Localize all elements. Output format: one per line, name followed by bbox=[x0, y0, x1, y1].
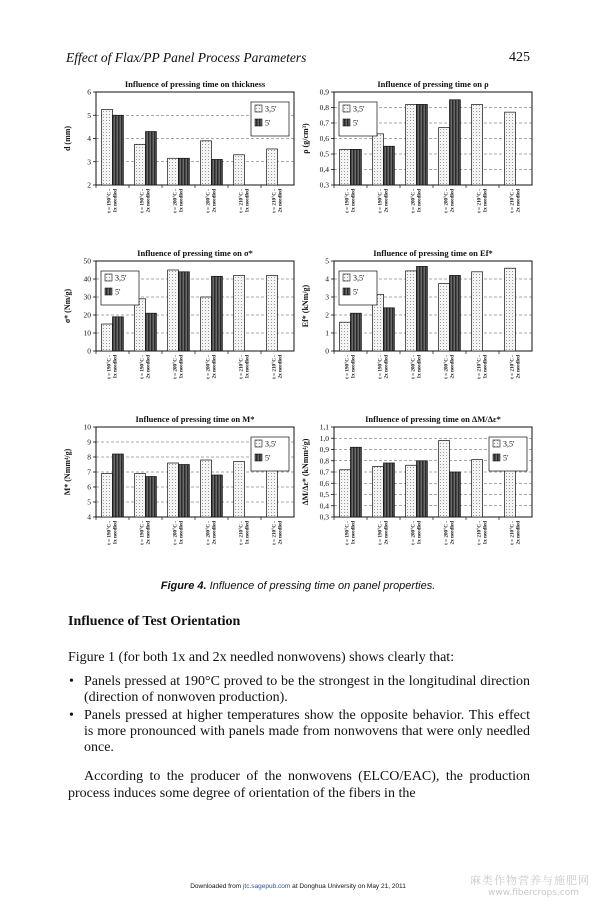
x-tick-label: t = 190°C - bbox=[377, 355, 384, 379]
y-tick-label: 5 bbox=[87, 497, 91, 507]
y-tick-label: 0 bbox=[87, 346, 91, 356]
y-tick-label: 2 bbox=[87, 180, 91, 190]
chart-moment bbox=[58, 413, 308, 575]
x-tick-label: t = 190°C - bbox=[377, 189, 384, 213]
chart-modulus bbox=[296, 247, 546, 409]
chart-title: Influence of pressing time on ρ bbox=[377, 79, 489, 89]
chart-thickness bbox=[58, 78, 308, 243]
bar bbox=[201, 460, 212, 517]
x-tick-label: t = 210°C - bbox=[238, 521, 245, 545]
chart-title: Influence of pressing time on ΔM/Δε* bbox=[365, 414, 501, 424]
legend-label: 5' bbox=[503, 453, 509, 463]
bar bbox=[113, 317, 124, 351]
bar bbox=[472, 460, 483, 517]
x-tick-label: 2x needled bbox=[211, 521, 218, 545]
x-tick-label: t = 200°C - bbox=[172, 355, 179, 379]
bar bbox=[234, 155, 245, 185]
legend-swatch bbox=[105, 288, 112, 295]
x-tick-label: t = 190°C - bbox=[106, 355, 113, 379]
x-tick-label: t = 190°C - bbox=[344, 189, 351, 213]
x-tick-label: t = 210°C - bbox=[509, 355, 516, 379]
x-tick-label: 1x needled bbox=[112, 189, 119, 213]
bar bbox=[351, 149, 362, 185]
x-tick-label: t = 200°C - bbox=[172, 189, 179, 213]
legend-swatch bbox=[343, 119, 350, 126]
chart-title: Influence of pressing time on σ* bbox=[137, 248, 253, 258]
x-tick-label: t = 190°C - bbox=[377, 521, 384, 545]
y-tick-label: 4 bbox=[87, 134, 91, 144]
x-tick-label: 1x needled bbox=[482, 355, 489, 379]
x-tick-label: t = 200°C - bbox=[172, 521, 179, 545]
bullet-item bbox=[68, 708, 530, 756]
bar bbox=[267, 275, 278, 351]
y-tick-label: 0,6 bbox=[319, 478, 329, 488]
x-tick-label: 1x needled bbox=[178, 189, 185, 213]
bar bbox=[373, 134, 384, 185]
bar bbox=[439, 128, 450, 185]
y-axis-label: d (mm) bbox=[63, 125, 72, 152]
y-tick-label: 3 bbox=[87, 157, 91, 167]
x-tick-label: 1x needled bbox=[350, 521, 357, 545]
x-tick-label: 2x needled bbox=[383, 189, 390, 213]
bar bbox=[417, 104, 428, 185]
x-tick-label: t = 210°C - bbox=[476, 189, 483, 213]
legend-swatch bbox=[255, 454, 262, 461]
x-tick-label: t = 210°C - bbox=[509, 189, 516, 213]
bar bbox=[406, 465, 417, 517]
x-tick-label: t = 200°C - bbox=[443, 189, 450, 213]
x-tick-label: t = 200°C - bbox=[410, 521, 417, 545]
legend-swatch bbox=[343, 105, 350, 112]
x-tick-label: 2x needled bbox=[211, 189, 218, 213]
bar bbox=[179, 465, 190, 518]
bar bbox=[472, 272, 483, 351]
y-tick-label: 0,8 bbox=[319, 103, 329, 113]
bar bbox=[340, 470, 351, 517]
bar bbox=[373, 466, 384, 517]
figure-caption-text: Influence of pressing time on panel properties. bbox=[209, 580, 436, 592]
x-tick-label: 1x needled bbox=[244, 355, 251, 379]
x-tick-label: 2x needled bbox=[277, 521, 284, 545]
bar bbox=[234, 275, 245, 351]
x-tick-label: t = 190°C - bbox=[106, 189, 113, 213]
y-axis-label: ΔM/Δε* (kNmm⁴/g) bbox=[301, 438, 310, 506]
bar bbox=[505, 112, 516, 185]
x-tick-label: 1x needled bbox=[178, 355, 185, 379]
y-tick-label: 7 bbox=[87, 467, 91, 477]
y-tick-label: 6 bbox=[87, 482, 91, 492]
y-tick-label: 0,8 bbox=[319, 456, 329, 466]
bar bbox=[212, 159, 223, 185]
bar bbox=[135, 144, 146, 185]
y-tick-label: 0,6 bbox=[319, 134, 329, 144]
bar bbox=[384, 146, 395, 185]
legend-swatch bbox=[255, 105, 262, 112]
chart-title: Influence of pressing time on M* bbox=[135, 414, 255, 424]
bar bbox=[505, 268, 516, 351]
x-tick-label: 2x needled bbox=[211, 355, 218, 379]
legend-label: 3,5' bbox=[115, 273, 127, 283]
x-tick-label: t = 190°C - bbox=[139, 521, 146, 545]
footer-link[interactable]: jtc.sagepub.com bbox=[242, 883, 291, 890]
x-tick-label: 2x needled bbox=[383, 355, 390, 379]
x-tick-label: 2x needled bbox=[449, 189, 456, 213]
bar bbox=[102, 109, 113, 185]
running-title: Effect of Flax/PP Panel Process Parameters bbox=[66, 50, 307, 65]
figure-caption bbox=[0, 580, 596, 592]
x-tick-label: t = 200°C - bbox=[410, 355, 417, 379]
bar bbox=[146, 313, 157, 351]
bullet-item bbox=[68, 674, 530, 706]
legend-swatch bbox=[493, 454, 500, 461]
legend-swatch bbox=[343, 288, 350, 295]
y-axis-label: ρ (g/cm³) bbox=[301, 123, 310, 154]
y-tick-label: 40 bbox=[83, 274, 91, 284]
bar bbox=[340, 322, 351, 351]
y-axis-label: σ* (Nm/g) bbox=[63, 288, 72, 324]
x-tick-label: t = 190°C - bbox=[139, 355, 146, 379]
legend-label: 3,5' bbox=[503, 439, 515, 449]
y-tick-label: 1,1 bbox=[319, 422, 329, 432]
bullet-dot-icon: • bbox=[69, 708, 74, 723]
y-tick-label: 0,5 bbox=[319, 149, 329, 159]
y-tick-label: 10 bbox=[83, 422, 91, 432]
legend-label: 3,5' bbox=[353, 273, 365, 283]
x-tick-label: t = 210°C - bbox=[271, 521, 278, 545]
x-tick-label: t = 210°C - bbox=[271, 189, 278, 213]
bar bbox=[406, 104, 417, 185]
bar bbox=[201, 297, 212, 351]
bar bbox=[201, 141, 212, 185]
y-tick-label: 0,9 bbox=[319, 87, 329, 97]
y-tick-label: 5 bbox=[325, 256, 329, 266]
y-tick-label: 10 bbox=[83, 328, 91, 338]
bar bbox=[135, 299, 146, 351]
x-tick-label: 1x needled bbox=[112, 521, 119, 545]
legend-label: 5' bbox=[115, 287, 121, 297]
bar bbox=[179, 158, 190, 185]
y-axis-label: M* (Nmm⁴/g) bbox=[63, 448, 72, 496]
x-tick-label: t = 200°C - bbox=[205, 189, 212, 213]
x-tick-label: 2x needled bbox=[449, 355, 456, 379]
x-tick-label: t = 210°C - bbox=[476, 521, 483, 545]
x-tick-label: 1x needled bbox=[482, 521, 489, 545]
chart-moment-slope bbox=[296, 413, 546, 575]
x-tick-label: 2x needled bbox=[145, 355, 152, 379]
x-tick-label: 2x needled bbox=[277, 189, 284, 213]
x-tick-label: t = 200°C - bbox=[443, 355, 450, 379]
page-number: 425 bbox=[509, 50, 530, 65]
bar bbox=[113, 454, 124, 517]
bar bbox=[212, 276, 223, 351]
intro-paragraph: Figure 1 (for both 1x and 2x needled nonwovens) shows clearly that: bbox=[68, 650, 455, 665]
chart-title: Influence of pressing time on thickness bbox=[124, 79, 266, 89]
y-tick-label: 0,7 bbox=[319, 118, 329, 128]
legend-label: 5' bbox=[353, 287, 359, 297]
y-tick-label: 0 bbox=[325, 346, 329, 356]
y-tick-label: 4 bbox=[325, 274, 329, 284]
x-tick-label: t = 210°C - bbox=[271, 355, 278, 379]
bar bbox=[406, 271, 417, 351]
bar bbox=[102, 474, 113, 518]
x-tick-label: t = 200°C - bbox=[443, 521, 450, 545]
y-tick-label: 0,3 bbox=[319, 180, 329, 190]
bar bbox=[351, 313, 362, 351]
section-heading: Influence of Test Orientation bbox=[68, 614, 241, 629]
x-tick-label: 1x needled bbox=[244, 189, 251, 213]
x-tick-label: 1x needled bbox=[416, 355, 423, 379]
x-tick-label: t = 190°C - bbox=[344, 521, 351, 545]
y-tick-label: 6 bbox=[87, 87, 91, 97]
y-tick-label: 1 bbox=[325, 328, 329, 338]
y-tick-label: 0,4 bbox=[319, 501, 329, 511]
y-tick-label: 50 bbox=[83, 256, 91, 266]
y-tick-label: 0,4 bbox=[319, 165, 329, 175]
x-tick-label: t = 210°C - bbox=[238, 189, 245, 213]
bar bbox=[450, 275, 461, 351]
bar bbox=[179, 272, 190, 351]
bar bbox=[146, 132, 157, 185]
bar bbox=[267, 149, 278, 185]
x-tick-label: t = 210°C - bbox=[238, 355, 245, 379]
x-tick-label: t = 200°C - bbox=[205, 355, 212, 379]
bullet-list bbox=[68, 674, 530, 758]
legend-label: 3,5' bbox=[265, 104, 277, 114]
x-tick-label: 1x needled bbox=[244, 521, 251, 545]
bar bbox=[168, 270, 179, 351]
figure-label: Figure 4. bbox=[160, 580, 207, 592]
x-tick-label: 2x needled bbox=[515, 355, 522, 379]
y-axis-label: Ef* (kNm/g) bbox=[301, 284, 310, 328]
bar bbox=[472, 104, 483, 185]
running-header bbox=[66, 50, 530, 68]
x-tick-label: 2x needled bbox=[449, 521, 456, 545]
bar bbox=[135, 474, 146, 518]
bar bbox=[113, 115, 124, 185]
x-tick-label: 1x needled bbox=[350, 355, 357, 379]
legend-label: 5' bbox=[353, 118, 359, 128]
legend-swatch bbox=[255, 440, 262, 447]
bar bbox=[417, 461, 428, 517]
y-tick-label: 8 bbox=[87, 452, 91, 462]
x-tick-label: 2x needled bbox=[383, 521, 390, 545]
x-tick-label: t = 200°C - bbox=[205, 521, 212, 545]
chart-strength bbox=[58, 247, 308, 409]
y-tick-label: 5 bbox=[87, 110, 91, 120]
bar bbox=[450, 100, 461, 185]
legend-label: 5' bbox=[265, 118, 271, 128]
footer-prefix: Downloaded from bbox=[190, 883, 242, 890]
y-tick-label: 30 bbox=[83, 292, 91, 302]
x-tick-label: 2x needled bbox=[145, 521, 152, 545]
legend-swatch bbox=[105, 274, 112, 281]
x-tick-label: t = 190°C - bbox=[344, 355, 351, 379]
x-tick-label: t = 190°C - bbox=[106, 521, 113, 545]
bar bbox=[168, 463, 179, 517]
x-tick-label: 2x needled bbox=[515, 521, 522, 545]
bar bbox=[234, 462, 245, 518]
bar bbox=[439, 441, 450, 518]
y-tick-label: 9 bbox=[87, 437, 91, 447]
y-tick-label: 2 bbox=[325, 310, 329, 320]
x-tick-label: 1x needled bbox=[178, 521, 185, 545]
body-paragraph: According to the producer of the nonwovens (ELCO/EAC), the production process induces some degree of orientation of the fibers in the bbox=[68, 769, 530, 801]
bar bbox=[439, 284, 450, 352]
chart-density bbox=[296, 78, 546, 243]
x-tick-label: t = 210°C - bbox=[509, 521, 516, 545]
bar bbox=[384, 308, 395, 351]
bar bbox=[450, 472, 461, 517]
y-tick-label: 0,7 bbox=[319, 467, 329, 477]
y-tick-label: 0,9 bbox=[319, 445, 329, 455]
y-tick-label: 0,3 bbox=[319, 512, 329, 522]
bar bbox=[212, 475, 223, 517]
bullet-text: Panels pressed at 190°C proved to be the strongest in the longitudinal direction (direction of nonwoven production). bbox=[84, 674, 530, 705]
x-tick-label: 1x needled bbox=[350, 189, 357, 213]
bar bbox=[351, 447, 362, 517]
legend-swatch bbox=[255, 119, 262, 126]
y-tick-label: 3 bbox=[325, 292, 329, 302]
y-tick-label: 0,5 bbox=[319, 490, 329, 500]
bar bbox=[417, 266, 428, 351]
x-tick-label: t = 210°C - bbox=[476, 355, 483, 379]
legend-swatch bbox=[493, 440, 500, 447]
watermark-url: www.fibercrops.com bbox=[488, 888, 579, 898]
legend-swatch bbox=[343, 274, 350, 281]
bar bbox=[102, 324, 113, 351]
x-tick-label: t = 190°C - bbox=[139, 189, 146, 213]
bar bbox=[168, 158, 179, 185]
legend-label: 3,5' bbox=[353, 104, 365, 114]
bar bbox=[340, 149, 351, 185]
legend-label: 5' bbox=[265, 453, 271, 463]
bar bbox=[146, 477, 157, 518]
x-tick-label: 2x needled bbox=[515, 189, 522, 213]
x-tick-label: 1x needled bbox=[482, 189, 489, 213]
bullet-dot-icon: • bbox=[69, 674, 74, 689]
x-tick-label: 1x needled bbox=[112, 355, 119, 379]
watermark-text: 麻类作物营养与施肥网 bbox=[470, 874, 590, 887]
x-tick-label: t = 200°C - bbox=[410, 189, 417, 213]
bar bbox=[384, 463, 395, 517]
y-tick-label: 4 bbox=[87, 512, 91, 522]
bullet-text: Panels pressed at higher temperatures show the opposite behavior. This effect is more pronounced with panels made from nonwovens that were only needled once. bbox=[84, 708, 530, 755]
y-tick-label: 20 bbox=[83, 310, 91, 320]
x-tick-label: 1x needled bbox=[416, 189, 423, 213]
legend-label: 3,5' bbox=[265, 439, 277, 449]
x-tick-label: 1x needled bbox=[416, 521, 423, 545]
footer-suffix: at Donghua University on May 21, 2011 bbox=[292, 883, 406, 890]
chart-title: Influence of pressing time on Ef* bbox=[373, 248, 493, 258]
x-tick-label: 2x needled bbox=[145, 189, 152, 213]
y-tick-label: 1,0 bbox=[319, 433, 329, 443]
x-tick-label: 2x needled bbox=[277, 355, 284, 379]
